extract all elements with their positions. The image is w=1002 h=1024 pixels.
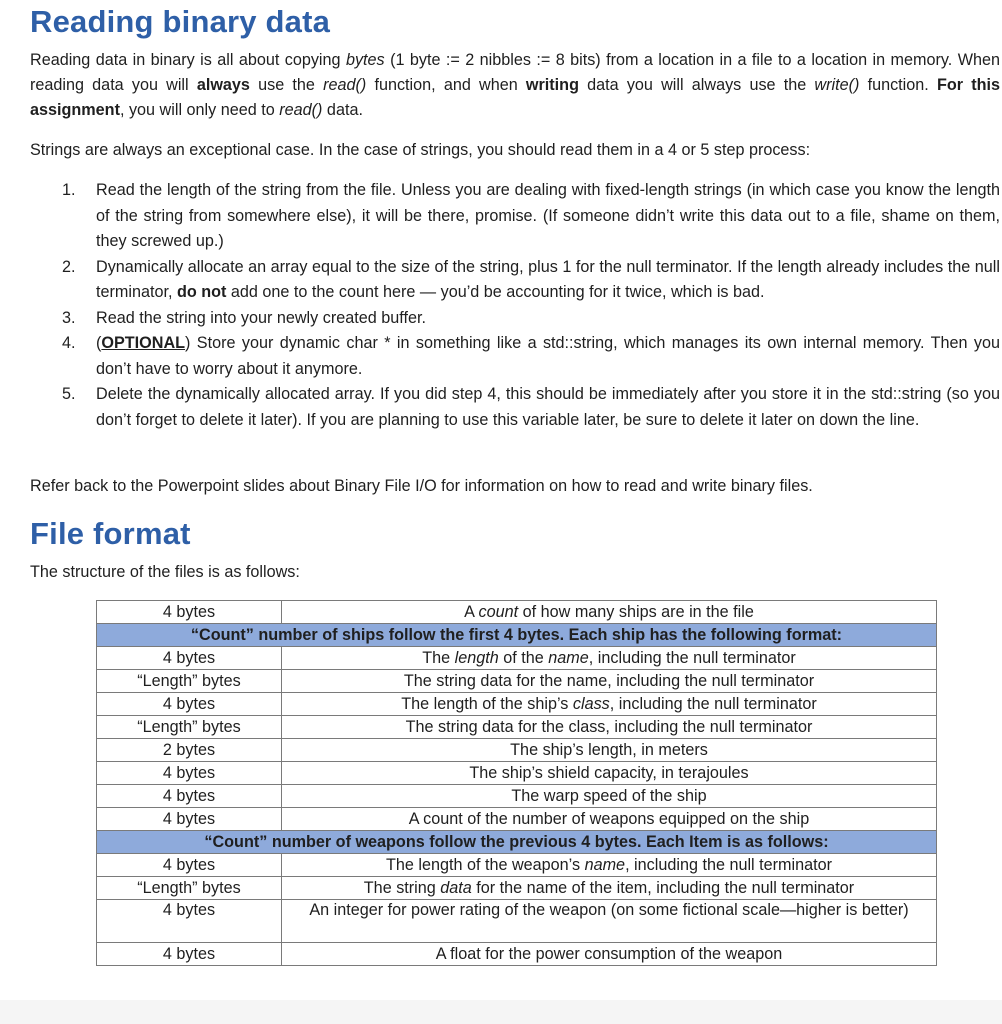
italic-run: read() [323,76,367,94]
text-run: The length of the weapon’s [385,856,585,874]
step-number: 1. [62,181,76,199]
size-cell: 4 bytes [97,601,282,624]
italic-run: write() [814,76,860,94]
section-band-row [97,624,937,647]
intro-paragraph [30,48,1000,123]
bold-run: For this assignment [30,76,1000,119]
size-cell: “Length” bytes [97,716,282,739]
text-run: for the name of the item, including the null terminator [471,879,855,897]
text-run: , you will only need to [119,101,280,119]
size-cell: 2 bytes [97,739,282,762]
description-cell: The string data for the name, including the null terminator [282,670,937,693]
step-text: ) Store your dynamic char * in something like a std::string, which manages its own internal memory. Then you don’t have to worry about it anymore. [96,334,1000,378]
table-row [97,601,937,624]
step-number: 5. [62,385,76,403]
size-cell: 4 bytes [97,647,282,670]
step-text: Read the length of the string from the file. Unless you are dealing with fixed-length strings (in which case you know the length of the string from somewhere else), it will be there, promise. (If someone didn’t write this data out to a file, shame on them, they screwed up.) [96,181,1000,250]
italic-run: name [548,649,589,667]
text-run: of how many ships are in the file [518,603,754,621]
step-item [30,331,1000,382]
size-cell: 4 bytes [97,762,282,785]
structure-paragraph: The structure of the files is as follows: [30,563,300,581]
italic-run: bytes [345,51,385,69]
text-run: Reading data in binary is all about copying [30,51,346,69]
step-text: add one to the count here — you’d be accounting for it twice, which is bad. [226,283,765,301]
file-format-table [96,600,937,966]
size-cell: “Length” bytes [97,877,282,900]
step-text: ( [96,334,102,352]
text-run: use the [249,76,324,94]
step-item [30,255,1000,306]
band-cell: “Count” number of ships follow the first 4 bytes. Each ship has the following format: [97,624,937,647]
description-cell: An integer for power rating of the weapon (on some fictional scale—higher is better) [282,900,937,943]
page-bottom-strip [0,1000,1002,1024]
italic-run: class [572,695,610,713]
refer-paragraph: Refer back to the Powerpoint slides about Binary File I/O for information on how to read and write binary files. [30,477,813,495]
description-cell: The ship’s length, in meters [282,739,937,762]
description-cell: A count of the number of weapons equipped on the ship [282,808,937,831]
band-cell: “Count” number of weapons follow the previous 4 bytes. Each Item is as follows: [97,831,937,854]
step-number: 2. [62,257,76,276]
text-run: function, and when [366,76,526,94]
italic-run: name [584,856,626,874]
text-run: The [422,649,455,667]
italic-run: count [478,603,519,621]
italic-run: read() [279,101,323,119]
description-cell: A float for the power consumption of the weapon [282,943,937,966]
size-cell: 4 bytes [97,943,282,966]
italic-run: length [454,649,499,667]
text-run: , including the null terminator [625,856,833,874]
size-cell: 4 bytes [97,808,282,831]
description-cell [282,693,937,716]
underlined-bold-run: OPTIONAL [101,334,186,352]
text-run: A [464,603,479,621]
size-cell: 4 bytes [97,785,282,808]
heading-reading-binary-data: Reading binary data [30,4,331,39]
table-row [97,943,937,966]
text-run: The string [363,879,441,897]
step-number: 3. [62,308,76,327]
steps-list [30,178,1000,433]
step-item [30,382,1000,433]
italic-run: data [440,879,472,897]
bold-run: writing [525,76,579,94]
text-run: function. [859,76,937,94]
table-row [97,739,937,762]
step-text: Read the string into your newly created buffer. [96,308,426,327]
bold-run: do not [176,283,227,301]
heading-file-format: File format [30,516,191,551]
size-cell: 4 bytes [97,854,282,877]
bold-run: always [196,76,250,94]
table-row [97,716,937,739]
step-text: Dynamically allocate an array equal to the size of the string, plus 1 for the null terminator. If the length already includes the null terminator, [96,257,1000,301]
table-row [97,693,937,716]
text-run: data you will always use the [578,76,815,94]
description-cell [282,647,937,670]
section-band-row [97,831,937,854]
table-row [97,785,937,808]
table-row [97,670,937,693]
description-cell: The warp speed of the ship [282,785,937,808]
description-cell: The string data for the class, including the null terminator [282,716,937,739]
step-item [30,306,1000,332]
text-run: of the [498,649,549,667]
table-row [97,647,937,670]
table-row [97,808,937,831]
text-run: (1 byte := 2 nibbles := 8 bits) from a location in a file to a location in memory. When reading data you will [30,51,1000,94]
text-run: The length of the ship’s [401,695,573,713]
description-cell [282,877,937,900]
table-row [97,854,937,877]
size-cell: 4 bytes [97,900,282,943]
description-cell [282,854,937,877]
table-row [97,877,937,900]
text-run: , including the null terminator [588,649,796,667]
text-run: , including the null terminator [609,695,817,713]
step-text: Delete the dynamically allocated array. If you did step 4, this should be immediately after you store it in the std::string (so you don’t forget to delete it later). If you are planning to use this variable later, be sure to delete it later on down the line. [96,385,1000,429]
description-cell: The ship’s shield capacity, in terajoules [282,762,937,785]
text-run: data. [322,101,363,119]
strings-paragraph: Strings are always an exceptional case. In the case of strings, you should read them in a 4 or 5 step process: [30,141,811,159]
step-item [30,178,1000,255]
table-row [97,762,937,785]
step-number: 4. [62,334,76,352]
description-cell [282,601,937,624]
size-cell: “Length” bytes [97,670,282,693]
size-cell: 4 bytes [97,693,282,716]
table-row [97,900,937,943]
